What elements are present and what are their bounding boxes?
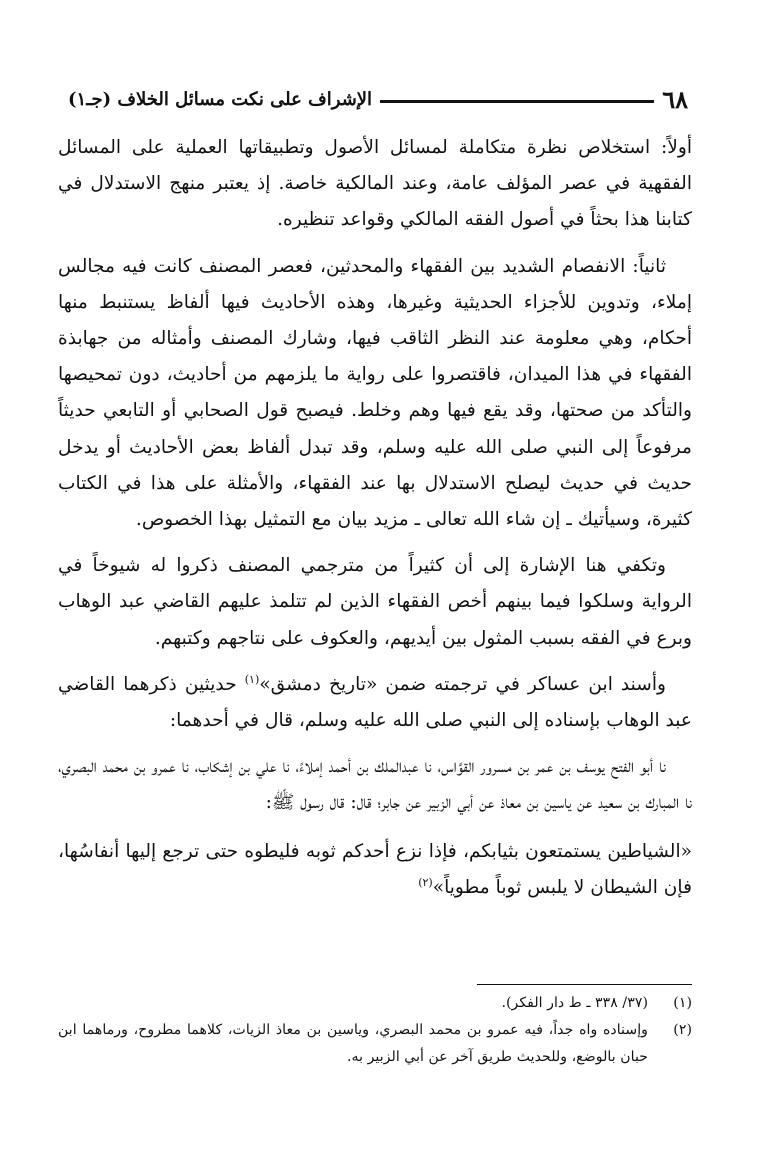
running-header [58, 84, 688, 114]
ibn-asakir-text-before: وأسند ابن عساكر في ترجمته ضمن «تاريخ دمشق» [259, 673, 666, 695]
footnote-2 [58, 1017, 692, 1071]
footnote-ref-1[interactable]: (١) [244, 672, 260, 686]
ibn-asakir-text-after: حديثين ذكرهما القاضي عبد الوهاب بإسناده إلى النبي صلى الله عليه وسلم، قال في أحدهما: [58, 673, 692, 732]
paragraph-second-point: ثانياً: الانفصام الشديد بين الفقهاء والمحدثين، فعصر المصنف كانت فيه مجالس إملاء، وتدوين للأجزاء الحديثية وغيرها، وهذه الأحاديث فيها ألفاظ يستنبط منها أحكام، وهي معلومة عند النظر الثاقب فيها، وشارك المصنف وأمثاله من جهابذة الفقهاء في هذا الميدان، فاقتصروا على رواية ما يلزمهم من أحاديث، دون تمحيصها والتأكد من صحتها، وقد يقع فيها وهم وخلط. فيصبح قول الصحابي أو التابعي حديثاً مرفوعاً إلى النبي صلى الله عليه وسلم، وقد تبدل ألفاظ بعض الأحاديث أو يدخل حديث في حديث ليصلح الاستدلال بها عند الفقهاء، والأمثلة على هذا في الكتاب كثيرة، وسيأتيك ـ إن شاء الله تعالى ـ مزيد بيان مع التمثيل بهذا الخصوص. [58, 255, 692, 531]
footnote-text: وإسناده واه جداً، فيه عمرو بن محمد البصري، وياسين بن معاذ الزيات، كلاهما مطروح، ورماهما ابن حبان بالوضع، وللحديث طريق آخر عن أبي الزبير به. [58, 1022, 648, 1065]
running-title: الإشراف على نكت مسائل الخلاف (جـ١) [68, 88, 373, 110]
paragraph-hadith [58, 834, 692, 906]
paragraph-isnad: نا أبو الفتح يوسف بن عمر بن مسرور القوَّاس، نا عبدالملك بن أحمد إملاءً، نا علي بن إشكاب، نا عمرو بن محمد البصري، نا المبارك بن سعيد عن ياسين بن معاذ عن أبي الزبير عن جابر؛ قال: قال رسول ﷺ: [58, 756, 692, 814]
footnote-text: (٣٧/ ٣٣٨ ـ ط دار الفكر). [501, 995, 648, 1011]
footnote-number: (١) [673, 995, 692, 1011]
footnote-ref-2[interactable]: (٢) [418, 875, 433, 889]
paragraph-teachers: وتكفي هنا الإشارة إلى أن كثيراً من مترجمي المصنف ذكروا له شيوخاً في الرواية وسلكوا فيما بينهم أخص الفقهاء الذين لم تتلمذ عليهم القاضي عبد الوهاب وبرع في الفقه بسبب المثول بين أيديهم، والعكوف على نتاجهم وكتبهم. [58, 555, 692, 649]
footnote-number: (٢) [673, 1022, 692, 1038]
hadith-text: «الشياطين يستمتعون بثيابكم، فإذا نزع أحدكم ثوبه فليطوه حتى ترجع إليها أنفاسُها، فإن الشيطان لا يلبس ثوباً مطوياً» [58, 840, 692, 898]
page-number: ٦٨ [662, 84, 688, 114]
header-rule [380, 100, 654, 103]
footnote-1 [58, 990, 692, 1017]
footnotes [58, 990, 692, 1071]
footnote-separator [477, 984, 692, 985]
main-text [58, 130, 692, 916]
paragraph-first-point: أولاً: استخلاص نظرة متكاملة لمسائل الأصول وتطبيقاتها العملية على المسائل الفقهية في عصر المؤلف عامة، وعند المالكية خاصة. إذ يعتبر منهج الاستدلال في كتابنا هذا بحثاً في أصول الفقه المالكي وقواعد تنظيره. [58, 137, 692, 231]
paragraph-ibn-asakir [58, 667, 692, 739]
